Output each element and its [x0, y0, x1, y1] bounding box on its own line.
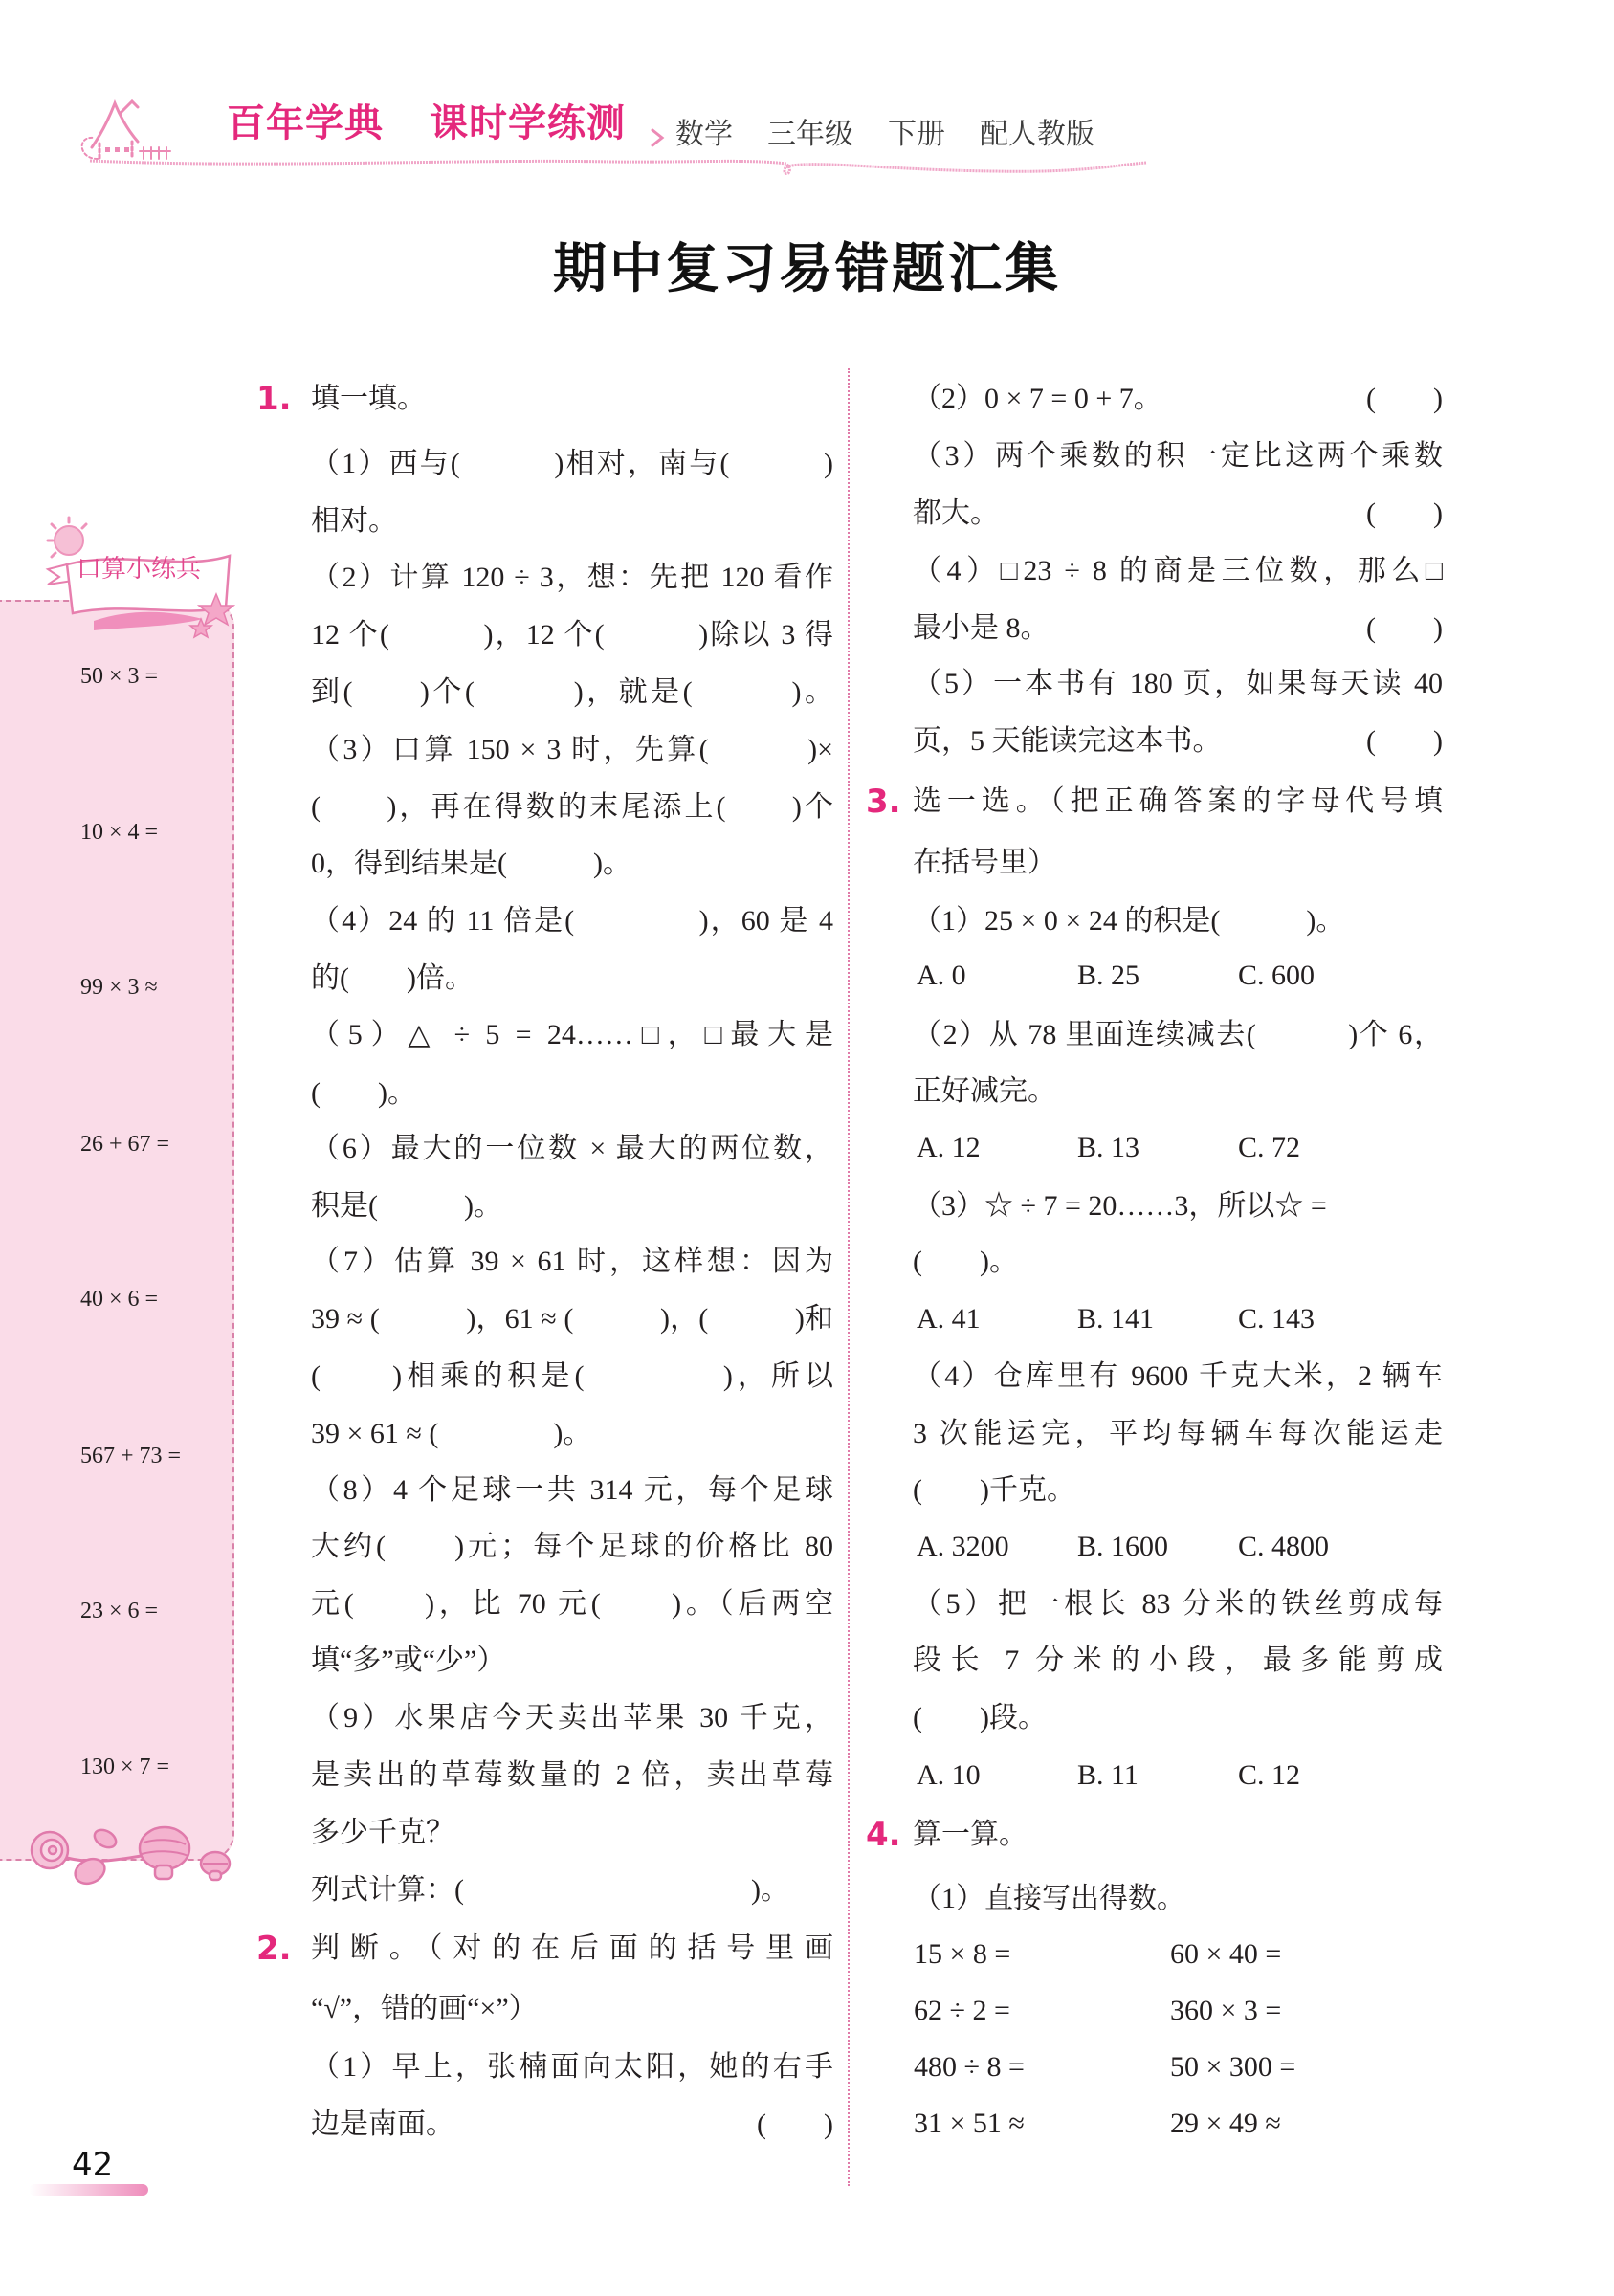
sidebar-banner-title: 口算小练兵: [77, 555, 202, 584]
statement-text: 都大。: [913, 497, 999, 529]
wavy-rule: [90, 161, 1146, 174]
option-c: C. 143: [1238, 1303, 1316, 1335]
question-line: 12 个( )，12 个( )除以 3 得: [311, 619, 833, 651]
question-line: 0，得到结果是( )。: [311, 848, 631, 879]
page-title: 期中复习易错题汇集: [553, 238, 1061, 300]
question-title: 在括号里）: [913, 847, 1056, 878]
calc-problem: 15 × 8 =: [914, 1938, 1011, 1970]
question-line: 列式计算：( )。: [311, 1874, 789, 1906]
page-number-bar: [29, 2184, 148, 2196]
question-line: 39 × 61 ≈ ( )。: [311, 1418, 592, 1449]
calc-problem: 480 ÷ 8 =: [914, 2051, 1025, 2083]
question-line: [913, 609, 1443, 648]
question-line: 填“多”或“少”）: [311, 1645, 506, 1676]
question-line: （4）24 的 11 倍是( )，60 是 4: [311, 905, 833, 937]
question-line: [311, 2106, 833, 2144]
option-c: C. 4800: [1238, 1531, 1330, 1562]
calc-problem: 50 × 300 =: [1170, 2051, 1296, 2083]
option-b: B. 141: [1077, 1303, 1155, 1335]
calc-problem: 62 ÷ 2 =: [914, 1995, 1010, 2026]
question-line: （2）计算 120 ÷ 3，想：先把 120 看作: [311, 562, 833, 593]
volume-label: 下册: [888, 118, 945, 151]
question-subtitle: （1）直接写出得数。: [913, 1883, 1185, 1914]
mental-math-item: 23 × 6 =: [80, 1599, 159, 1623]
answer-bracket: ( ): [757, 2108, 833, 2140]
option-a: A. 3200: [917, 1531, 1009, 1562]
option-b: B. 11: [1077, 1759, 1139, 1791]
mental-math-item: 567 + 73 =: [80, 1444, 182, 1468]
question-title: 判断。（对的在后面的括号里画: [311, 1932, 833, 1964]
option-c: C. 72: [1238, 1132, 1301, 1163]
subject-label: 数学: [675, 118, 733, 151]
question-line: （4）仓库里有 9600 千克大米，2 辆车: [913, 1360, 1443, 1392]
question-line: ( )千克。: [913, 1474, 1075, 1506]
question-line: 3 次能运完，平均每辆车每次能运走: [913, 1418, 1443, 1449]
column-divider: [848, 368, 850, 2186]
question-line: 是卖出的草莓数量的 2 倍，卖出草莓: [311, 1759, 833, 1791]
answer-bracket: ( ): [1366, 383, 1443, 414]
sun-icon: [48, 518, 86, 557]
question-line: 正好减完。: [913, 1075, 1056, 1107]
question-title: 选一选。（把正确答案的字母代号填: [913, 785, 1443, 817]
mental-math-item: 10 × 4 =: [80, 820, 159, 845]
question-line: （9）水果店今天卖出苹果 30 千克，: [311, 1702, 833, 1733]
calc-problem: 360 × 3 =: [1170, 1995, 1282, 2026]
sidebar-panel: [0, 600, 234, 1861]
mental-math-item: 40 × 6 =: [80, 1287, 159, 1312]
option-c: C. 600: [1238, 960, 1316, 991]
calc-row: [913, 1992, 1443, 2030]
question-line: （3）口算 150 × 3 时，先算( )×: [311, 734, 833, 765]
question-line: （8）4 个足球一共 314 元，每个足球: [311, 1474, 833, 1506]
options-row: [913, 1756, 1443, 1795]
house-icon: [82, 101, 170, 159]
option-a: A. 10: [917, 1759, 981, 1791]
question-line: （6）最大的一位数 × 最大的两位数，: [311, 1133, 833, 1164]
question-line: [913, 495, 1443, 533]
calc-row: [913, 2048, 1443, 2086]
question-line: （4）□23 ÷ 8 的商是三位数，那么□: [913, 555, 1443, 586]
book-meta: [675, 116, 1094, 154]
question-line: ( )。: [913, 1246, 1018, 1277]
question-line: 大约( )元；每个足球的价格比 80: [311, 1531, 833, 1562]
question-line: [913, 722, 1443, 761]
mental-math-item: 130 × 7 =: [80, 1755, 170, 1779]
chevron-right-icon: [652, 130, 662, 145]
question-line: 积是( )。: [311, 1190, 502, 1222]
question-line: （3）☆ ÷ 7 = 20……3，所以☆ =: [913, 1190, 1327, 1222]
question-line: 相对。: [311, 505, 397, 537]
question-line: 的( )倍。: [311, 962, 474, 994]
question-line: （3）两个乘数的积一定比这两个乘数: [913, 440, 1443, 472]
statement-text: （2）0 × 7 = 0 + 7。: [913, 383, 1162, 414]
question-line: （7）估算 39 × 61 时，这样想：因为: [311, 1246, 833, 1277]
question-line: （5）一本书有 180 页，如果每天读 40: [913, 668, 1443, 699]
option-c: C. 12: [1238, 1759, 1301, 1791]
statement-text: 边是南面。: [311, 2108, 454, 2140]
answer-bracket: ( ): [1366, 497, 1443, 529]
question-line: [913, 380, 1443, 418]
vine-decoration-icon: [21, 1816, 236, 1902]
calc-problem: 31 × 51 ≈: [914, 2108, 1025, 2139]
option-b: B. 1600: [1077, 1531, 1169, 1562]
option-b: B. 25: [1077, 960, 1140, 991]
options-row: [913, 1300, 1443, 1338]
question-title: 填一填。: [311, 383, 426, 414]
grade-label: 三年级: [767, 118, 853, 151]
answer-bracket: ( ): [1366, 612, 1443, 644]
options-row: [913, 1528, 1443, 1566]
statement-text: 最小是 8。: [913, 612, 1050, 644]
options-row: [913, 1129, 1443, 1167]
question-line: 39 ≈ ( )，61 ≈ ( )，( )和: [311, 1303, 833, 1335]
option-b: B. 13: [1077, 1132, 1140, 1163]
statement-text: 页，5 天能读完这本书。: [913, 725, 1222, 757]
answer-bracket: ( ): [1366, 725, 1443, 757]
question-line: （1）25 × 0 × 24 的积是( )。: [913, 905, 1345, 937]
question-line: 元( )，比 70 元( )。（后两空: [311, 1588, 833, 1620]
question-line: 多少千克？: [311, 1817, 454, 1848]
question-number: 1.: [256, 380, 292, 418]
option-a: A. 0: [917, 960, 966, 991]
question-title: “√”，错的画“×”）: [311, 1993, 538, 2024]
calc-problem: 60 × 40 =: [1170, 1938, 1282, 1970]
page-number: 42: [72, 2146, 114, 2184]
question-line: ( )段。: [913, 1702, 1047, 1733]
options-row: [913, 957, 1443, 995]
question-line: （5）△ ÷ 5 = 24……□，□最大是: [311, 1019, 833, 1050]
question-number: 2.: [256, 1930, 292, 1968]
question-line: ( )，再在得数的末尾添上( )个: [311, 791, 833, 823]
brand-primary: 百年学典: [227, 101, 384, 145]
question-line: （1）早上，张楠面向太阳，她的右手: [311, 2051, 833, 2083]
question-line: （1）西与( )相对，南与( ): [311, 448, 833, 479]
option-a: A. 41: [917, 1303, 981, 1335]
calc-row: [913, 2105, 1443, 2143]
calc-problem: 29 × 49 ≈: [1170, 2108, 1281, 2139]
question-title: 算一算。: [913, 1819, 1028, 1850]
question-line: （5）把一根长 83 分米的铁丝剪成每: [913, 1588, 1443, 1620]
question-line: 到( )个( )，就是( )。: [311, 676, 833, 708]
mental-math-item: 99 × 3 ≈: [80, 975, 158, 1000]
question-line: ( )。: [311, 1077, 416, 1109]
question-line: （2）从 78 里面连续减去( )个 6，: [913, 1019, 1443, 1050]
question-line: ( )相乘的积是( )，所以: [311, 1360, 833, 1392]
brand-secondary: 课时学练测: [430, 101, 626, 145]
edition-label: 配人教版: [980, 118, 1094, 151]
mental-math-item: 50 × 3 =: [80, 664, 159, 689]
calc-row: [913, 1935, 1443, 1974]
option-a: A. 12: [917, 1132, 981, 1163]
question-number: 3.: [866, 783, 901, 821]
question-number: 4.: [866, 1816, 901, 1854]
mental-math-item: 26 + 67 =: [80, 1132, 170, 1157]
question-line: 段长 7 分米的小段，最多能剪成: [913, 1645, 1443, 1676]
